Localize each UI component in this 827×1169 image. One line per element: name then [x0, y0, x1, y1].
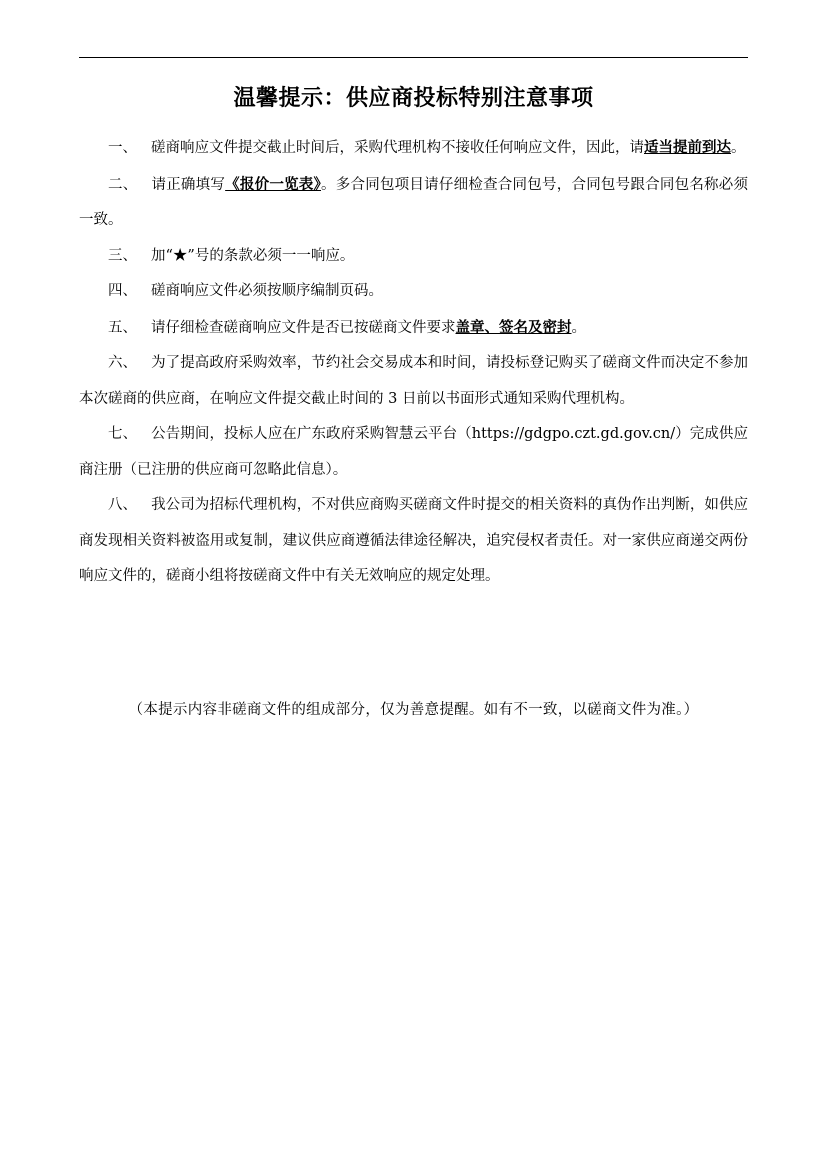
page-title: 温馨提示：供应商投标特别注意事项 — [233, 85, 594, 111]
item-text: 磋商响应文件必须按顺序编制页码。 — [151, 283, 383, 299]
item-text: 公告期间，投标人应在广东政府采购智慧云平台（https://gdgpo.czt.gd.gov.cn/）完成供应商注册（已注册的供应商可忽略此信息）。 — [79, 426, 749, 478]
item-text: 加“★”号的条款必须一一响应。 — [151, 247, 355, 264]
notice-item-6 — [79, 346, 748, 417]
item-number: 一、 — [108, 140, 137, 156]
notice-item-1 — [79, 130, 748, 167]
item-text: 请仔细检查磋商响应文件是否已按磋商文件要求 — [151, 319, 456, 336]
notice-item-5 — [79, 310, 748, 347]
item-text: 磋商响应文件提交截止时间后，采购代理机构不接收任何响应文件，因此，请 — [151, 140, 644, 156]
item-number: 五、 — [108, 319, 137, 336]
item-emphasis: 适当提前到达 — [644, 139, 731, 156]
item-text: 请正确填写 — [151, 176, 226, 193]
item-number: 七、 — [108, 426, 138, 442]
item-text: 我公司为招标代理机构，不对供应商购买磋商文件时提交的相关资料的真伪作出判断，如供应商发现相关资料被盗用或复制，建议供应商遵循法律途径解决，追究侵权者责任。对一家供应商递交两份响应文件的，磋商小组将按磋商文件中有关无效响应的规定处理。 — [79, 497, 749, 584]
header-rule — [79, 57, 748, 58]
item-text: 为了提高政府采购效率，节约社会交易成本和时间，请投标登记购买了磋商文件而决定不参加本次磋商的供应商，在响应文件提交截止时间的 3 日前以书面形式通知采购代理机构。 — [79, 355, 749, 407]
item-emphasis: 《报价一览表》 — [225, 175, 322, 193]
item-text-end: 。 — [731, 140, 746, 156]
item-emphasis: 盖章、签名及密封 — [455, 318, 572, 336]
notice-item-2 — [79, 167, 748, 239]
item-number: 三、 — [108, 247, 137, 264]
notice-item-4 — [79, 274, 748, 310]
item-number: 六、 — [108, 355, 138, 371]
item-number: 四、 — [108, 283, 137, 299]
notice-list — [79, 130, 748, 595]
item-text-end: 。多合同包项目请仔细检查合同包号，合同包号跟合同包名称必须一致。 — [79, 176, 749, 228]
notice-item-8 — [79, 488, 748, 595]
item-number: 二、 — [108, 176, 138, 193]
disclaimer-note: （本提示内容非磋商文件的组成部分，仅为善意提醒。如有不一致，以磋商文件为准。） — [128, 702, 699, 718]
item-text-end: 。 — [571, 319, 586, 336]
notice-item-7 — [79, 417, 748, 488]
item-number: 八、 — [108, 497, 138, 513]
notice-item-3 — [79, 239, 748, 275]
